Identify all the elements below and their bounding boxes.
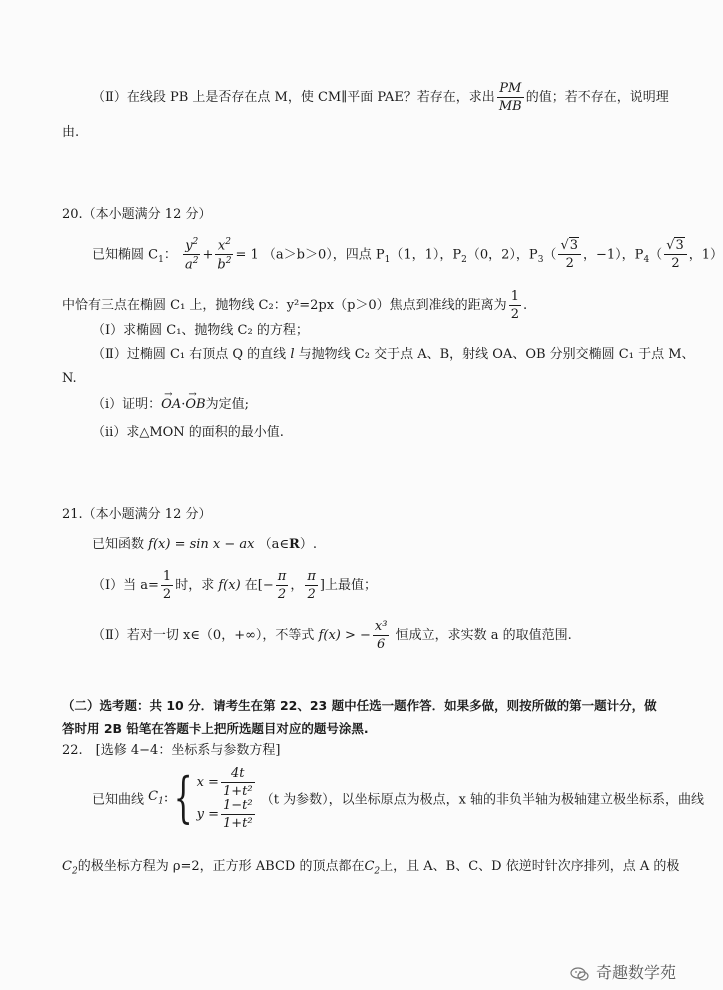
pi-over-2-a: $\frac{\pi}{2}$ bbox=[277, 569, 287, 602]
y2-over-a2: $\frac{y^2}{a^2}$ bbox=[184, 237, 199, 273]
watermark: 奇趣数学苑 bbox=[570, 960, 676, 983]
q20-part1: （Ⅰ）求椭圆 C₁、抛物线 C₂ 的方程； bbox=[92, 323, 309, 338]
q21-part1: （Ⅰ）当 a= $\frac{1}{2}$ 时，求 f(x) 在[− $\frac{\pi}{2}$ ， $\frac{\pi}{2}$ ]上最值； bbox=[92, 569, 377, 602]
q21-line1: 已知函数 f(x) = sin x − ax （a∈R）. bbox=[92, 537, 317, 552]
q22-line2: $C_2$的极坐标方程为 ρ=2，正方形 ABCD 的顶点都在$C_2$上，且 A、B、C、D 依逆时针次序排列，点 A 的极 bbox=[62, 859, 680, 877]
q21-part2: （Ⅱ）若对一切 x∈（0，+∞），不等式 f(x) > − $\frac{\text{x³}}{6}$ 恒成立，求实数 a 的取值范围. bbox=[92, 619, 572, 652]
q20-part2-line2: N. bbox=[62, 371, 77, 386]
q21-header: 21.（本小题满分 12 分） bbox=[62, 507, 212, 522]
q22-line1: 已知曲线 $C_1$: { x = $\frac{4t}{\text{1+t²}}$ y = $\frac{\text{1−t²}}{\text{1+t²}}$ （t 为参数），以坐标原点为极点，x 轴的非负半轴为极轴建立极坐标系，曲线 bbox=[92, 765, 705, 831]
x3-over-6: $\frac{\text{x³}}{6}$ bbox=[374, 619, 388, 652]
q20-sub-ii: （ii）求△MON 的面积的最小值. bbox=[92, 425, 284, 440]
a-one-half: $\frac{1}{2}$ bbox=[162, 569, 172, 602]
section-line1: （二）选考题：共 10 分．请考生在第 22、23 题中任选一题作答．如果多做，则按所做的第一题计分，做 bbox=[62, 698, 657, 713]
q20-line2: 中恰有三点在椭圆 C₁ 上，抛物线 C₂：y²=2px（p＞0）焦点到准线的距离为 $\frac{1}{2}$ . bbox=[62, 289, 528, 322]
q22-header: 22. [选修 4−4：坐标系与参数方程] bbox=[62, 743, 281, 758]
parametric-system: x = $\frac{4t}{\text{1+t²}}$ y = $\frac{\text{1−t²}}{\text{1+t²}}$ bbox=[196, 765, 253, 831]
pm-mb-fraction: $\frac{PM}{MB}$ bbox=[498, 81, 522, 114]
q19-part2-line2: 由. bbox=[62, 125, 80, 140]
q20-sub-i: （i）证明：OA →·OB →为定值; bbox=[92, 396, 249, 414]
q20-header: 20.（本小题满分 12 分） bbox=[62, 207, 212, 222]
system-brace: { bbox=[173, 766, 193, 829]
sqrt3-over-2-b: $\frac{√3}{2}$ bbox=[664, 239, 687, 270]
one-half: $\frac{1}{2}$ bbox=[510, 289, 519, 322]
wechat-icon bbox=[570, 967, 590, 981]
q20-line1: 已知椭圆 $C_1$： $\frac{y^2}{a^2}$ + $\frac{x^2}{b^2}$ = 1 （a＞b＞0），四点 $P_1(1$，1），$P_2(0$，2），$P_3$（ $\frac{√3}{2}$ ，−1），$P_4$（ $\frac{√3}{2}$ ，1） bbox=[92, 237, 723, 273]
section-line2: 答时用 2B 铅笔在答题卡上把所选题目对应的题号涂黑. bbox=[62, 721, 369, 736]
sqrt3-over-2-a: $\frac{√3}{2}$ bbox=[558, 239, 581, 270]
pi-over-2-b: $\frac{\pi}{2}$ bbox=[307, 569, 316, 602]
q19-part2-line1: （Ⅱ）在线段 PB 上是否存在点 M，使 CM∥平面 PAE？若存在，求出 $\frac{PM}{MB}$ 的值；若不存在，说明理 bbox=[92, 81, 669, 114]
q20-part2-line1: （Ⅱ）过椭圆 C₁ 右顶点 Q 的直线 l 与抛物线 C₂ 交于点 A、B，射线 OA、OB 分别交椭圆 C₁ 于点 M、 bbox=[92, 347, 695, 362]
x2-over-b2: $\frac{x^2}{b^2}$ bbox=[217, 237, 232, 273]
